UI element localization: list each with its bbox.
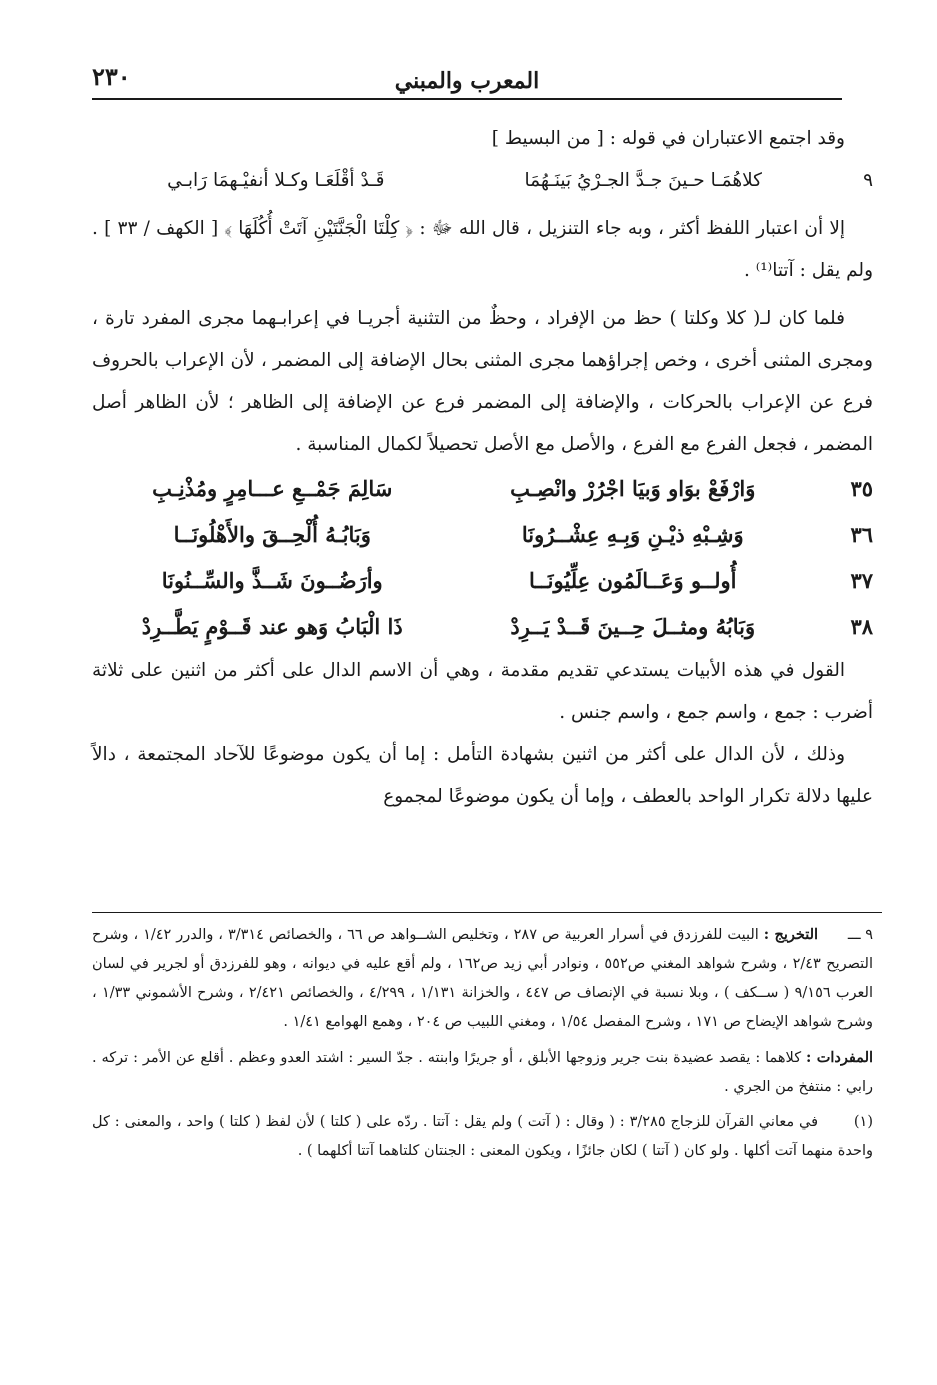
poem-line [92, 604, 873, 650]
footnote-text: في معاني القرآن للزجاج ٣/٢٨٥ : ( وقال : ( آتت ) ولم يقل : آتتا . ردّه على ( كلتا ) لأن لفظ ( كلتا ) واحد ، والمعنى : كل واحدة منهما آتت أكلها . ولو كان ( آتتا ) لكان جائزًا ، ويكون المعنى : الجنتان كلتاهما آتتا أكلهما ) . [92, 1114, 873, 1159]
verse-first-hemistich: كلاهُمَـا حـينَ جـدَّ الجـرْيُ بَينَـهُمَا [524, 170, 762, 191]
main-text [92, 118, 873, 818]
footnote-text: كلاهما : يقصد عضيدة بنت جرير وزوجها الأبلق ، أو جريرًا وابنته . جدّ السير : اشتد العدو وعظم . أقلع عن الأمر : تركه . رابي : منتفخ من الجري . [92, 1050, 873, 1095]
footnote-label: المفردات : [806, 1049, 874, 1066]
footnotes [92, 920, 873, 1166]
poem-line-number: ٣٧ [850, 568, 873, 593]
footnote-marker: (١) [853, 1114, 873, 1130]
footnote [92, 1108, 873, 1166]
verse-9 [92, 160, 873, 202]
footnote-label: التخريج : [763, 926, 819, 943]
poem-line [92, 558, 873, 604]
poem-line-number: ٣٨ [850, 614, 873, 639]
page-header [92, 58, 842, 98]
paragraph: القول في هذه الأبيات يستدعي تقديم مقدمة ، وهي أن الاسم الدال على أكثر من اثنين على ثلاثة أضرب : جمع ، واسم جمع ، واسم جنس . [92, 660, 873, 723]
paragraph: وذلك ، لأن الدال على أكثر من اثنين بشهادة التأمل : إما أن يكون موضوعًا للآحاد المجتمعة ، دالاً عليها دلالة تكرار الواحد بالعطف ، وإما أن يكون موضوعًا لمجموع [92, 744, 873, 807]
running-title: المعرب والمبني [394, 68, 540, 94]
footnote [92, 1043, 873, 1102]
page-number: ٢٣٠ [92, 62, 131, 91]
poem-second-hemistich: وأرَضُــونَ شَــذَّ والسِّــنُونَا [161, 568, 383, 593]
intro-line: وقد اجتمع الاعتباران في قوله : [ من البسيط ] [491, 128, 845, 149]
poem-second-hemistich: سَالِمَ جَمْــعِ عـــامِرٍ ومُذْنِـبِ [152, 476, 393, 501]
poem-second-hemistich: ذَا الْبَابُ وَهو عند قَــوْمٍ يَطَّــرِدْ [141, 614, 403, 639]
header-divider [92, 98, 842, 100]
poem-first-hemistich: أُولــو وَعَــالَمُون عِلِّيُونَــا [528, 568, 737, 593]
footnote-text: البيت للفرزدق في أسرار العربية ص ٢٨٧ ، وتخليص الشــواهد ص ٦٦ ، والخصائص ٣/٣١٤ ، والدرر ١/٤٢ ، وشرح التصريح ٢/٤٣ ، وشرح شواهد المغني ص٥٥٢ ، ونوادر أبي زيد ص١٦٢ ، ولم أقع عليه في ديوانه ، وهو للفرزدق أو لجرير في لسان العرب ٩/١٥٦ ( ســكف ) ، وبلا نسبة في الإنصاف ص ٤٤٧ ، والخزانة ١/١٣١ ، ٤/٢٩٩ ، والخصائص ٢/٤٢١ ، وشرح الأشموني ١/٣٣ ، وشرح شواهد الإيضاح ص ١٧١ ، وشرح المفصل ١/٥٤ ، ومغني اللبيب ص ٢٠٤ ، وهمع الهوامع ١/٤١ . [92, 927, 874, 1030]
poem-line [92, 466, 873, 512]
poem-first-hemistich: وَارْفَعْ بوَاو وَبيَا اجْرُرْ وانْصِـبِ [510, 476, 756, 501]
poem-line [92, 512, 873, 558]
footnote-divider [92, 912, 882, 913]
footnote-marker: ٩ ـــ [847, 927, 874, 943]
poem-first-hemistich: وَبَابُهُ ومثــلَ حِــينَ قَــدْ يَــرِدْ [510, 614, 756, 639]
paragraph: فلما كان لـ( كلا وكلتا ) حظ من الإفراد ، وحظٌ من التثنية أجريـا في إعرابـهما مجرى المفرد تارة ، ومجرى المثنى أخرى ، وخص إجراؤهما مجرى المثنى بحال الإضافة إلى المضمر ، لأن الإعراب بالحروف فرع عن الإعراب بالحركات ، والإضافة إلى المضمر فرع عن الإضافة إلى الظاهر ؛ لأن الظاهر أصل المضمر ، فجعل الفرع مع الفرع ، والأصل مع الأصل تحصيلاً لكمال المناسبة . [92, 308, 873, 455]
poem-first-hemistich: وَشِـبْهِ ذيْـنِ وَبِـهِ عِشْــرُونَا [521, 522, 744, 547]
paragraph: إلا أن اعتبار اللفظ أكثر ، وبه جاء التنزيل ، قال الله ﷻ : ﴿ كِلْتَا الْجَنَّتَيْنِ آتَتْ أُكُلَهَا ﴾ [ الكهف / ٣٣ ] . ولم يقل : آتتا⁽¹⁾ . [92, 218, 873, 281]
verse-second-hemistich: قَـدْ أقْلَعَـا وكـلا أنفيْـهمَا رَابـي [167, 170, 385, 191]
footnote [92, 920, 873, 1037]
poem-second-hemistich: وَبَابُـهُ أُلْحِــقَ والأَهْلُونَــا [173, 522, 371, 547]
poem-line-number: ٣٦ [850, 522, 873, 547]
verse-number: ٩ [863, 170, 873, 191]
poem-line-number: ٣٥ [850, 476, 873, 501]
